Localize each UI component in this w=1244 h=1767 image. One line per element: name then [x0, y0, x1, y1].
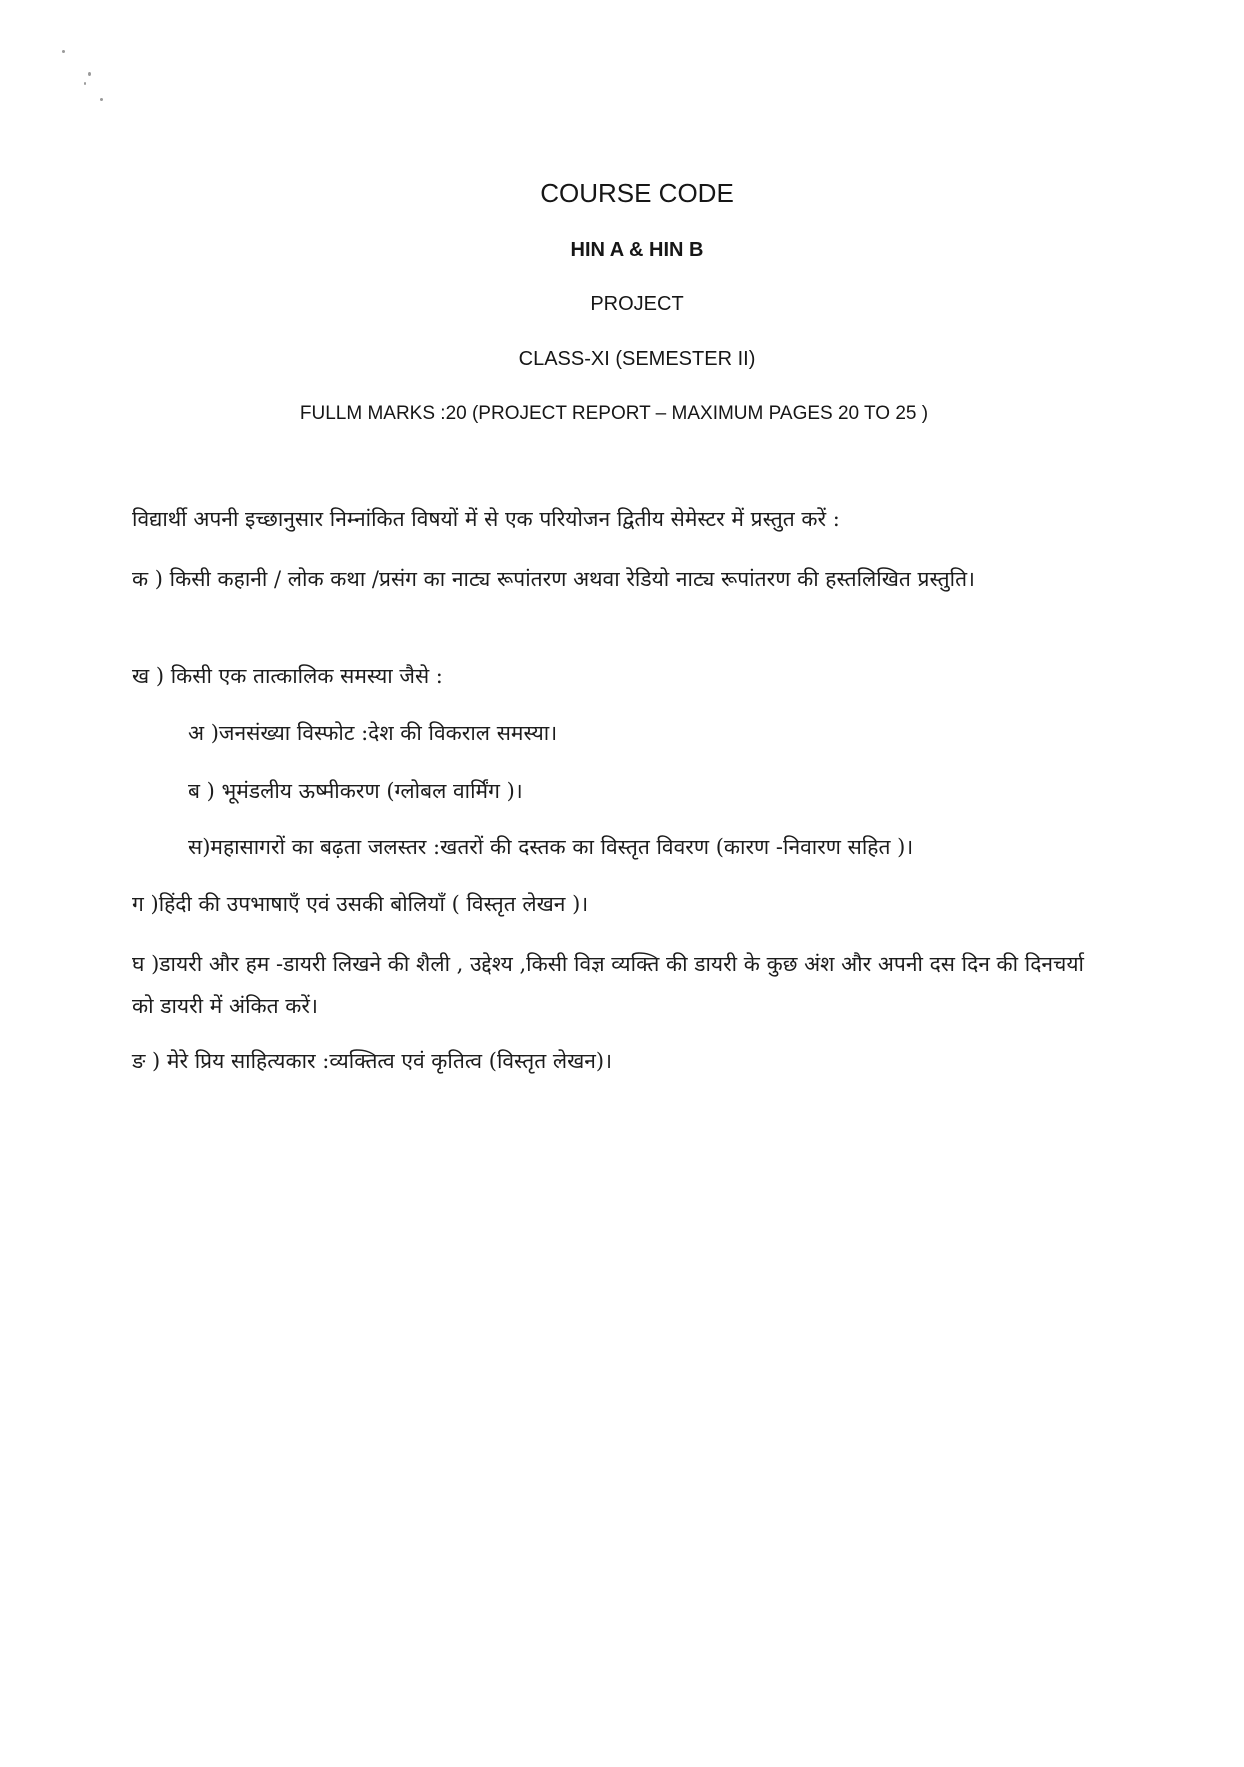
subject-code: HIN A & HIN B [570, 239, 704, 261]
instruction-paragraph: विद्यार्थी अपनी इच्छानुसार निम्नांकित विषयों में से एक परियोजन द्वितीय सेमेस्टर में प्रस्तुत करें : [132, 507, 840, 531]
scan-speck [88, 72, 91, 76]
subtopic-a: अ )जनसंख्या विस्फोट :देश की विकराल समस्या। [188, 721, 558, 745]
topic-nga: ङ ) मेरे प्रिय साहित्यकार :व्यक्तित्व एवं कृतित्व (विस्तृत लेखन)। [132, 1049, 613, 1073]
subtopic-sa: स)महासागरों का बढ़ता जलस्तर :खतरों की दस्तक का विस्तृत विवरण (कारण -निवारण सहित )। [188, 835, 914, 859]
project-label: PROJECT [590, 293, 684, 315]
subtopic-b: ब ) भूमंडलीय ऊष्मीकरण (ग्लोबल वार्मिंग )। [188, 779, 523, 803]
topic-ga: ग )हिंदी की उपभाषाएँ एवं उसकी बोलियाँ ( विस्तृत लेखन )। [132, 892, 589, 916]
scan-speck [62, 50, 65, 53]
scan-speck [100, 98, 103, 101]
topic-kha: ख ) किसी एक तात्कालिक समस्या जैसे : [132, 664, 443, 688]
class-semester: CLASS-XI (SEMESTER II) [518, 348, 756, 370]
topic-ka: क ) किसी कहानी / लोक कथा /प्रसंग का नाट्य रूपांतरण अथवा रेडियो नाट्य रूपांतरण की हस्तलिखित प्रस्तुति। [132, 567, 975, 591]
topic-gha: घ )डायरी और हम -डायरी लिखने की शैली , उद्देश्य ,किसी विज्ञ व्यक्ति की डायरी के कुछ अंश और अपनी दस दिन की दिनचर्या को डायरी में अंकित करें। [132, 952, 1084, 1018]
scan-speck [84, 82, 86, 85]
course-code-heading: COURSE CODE [540, 178, 734, 208]
full-marks-line: FULLM MARKS :20 (PROJECT REPORT – MAXIMUM PAGES 20 TO 25 ) [299, 403, 929, 424]
